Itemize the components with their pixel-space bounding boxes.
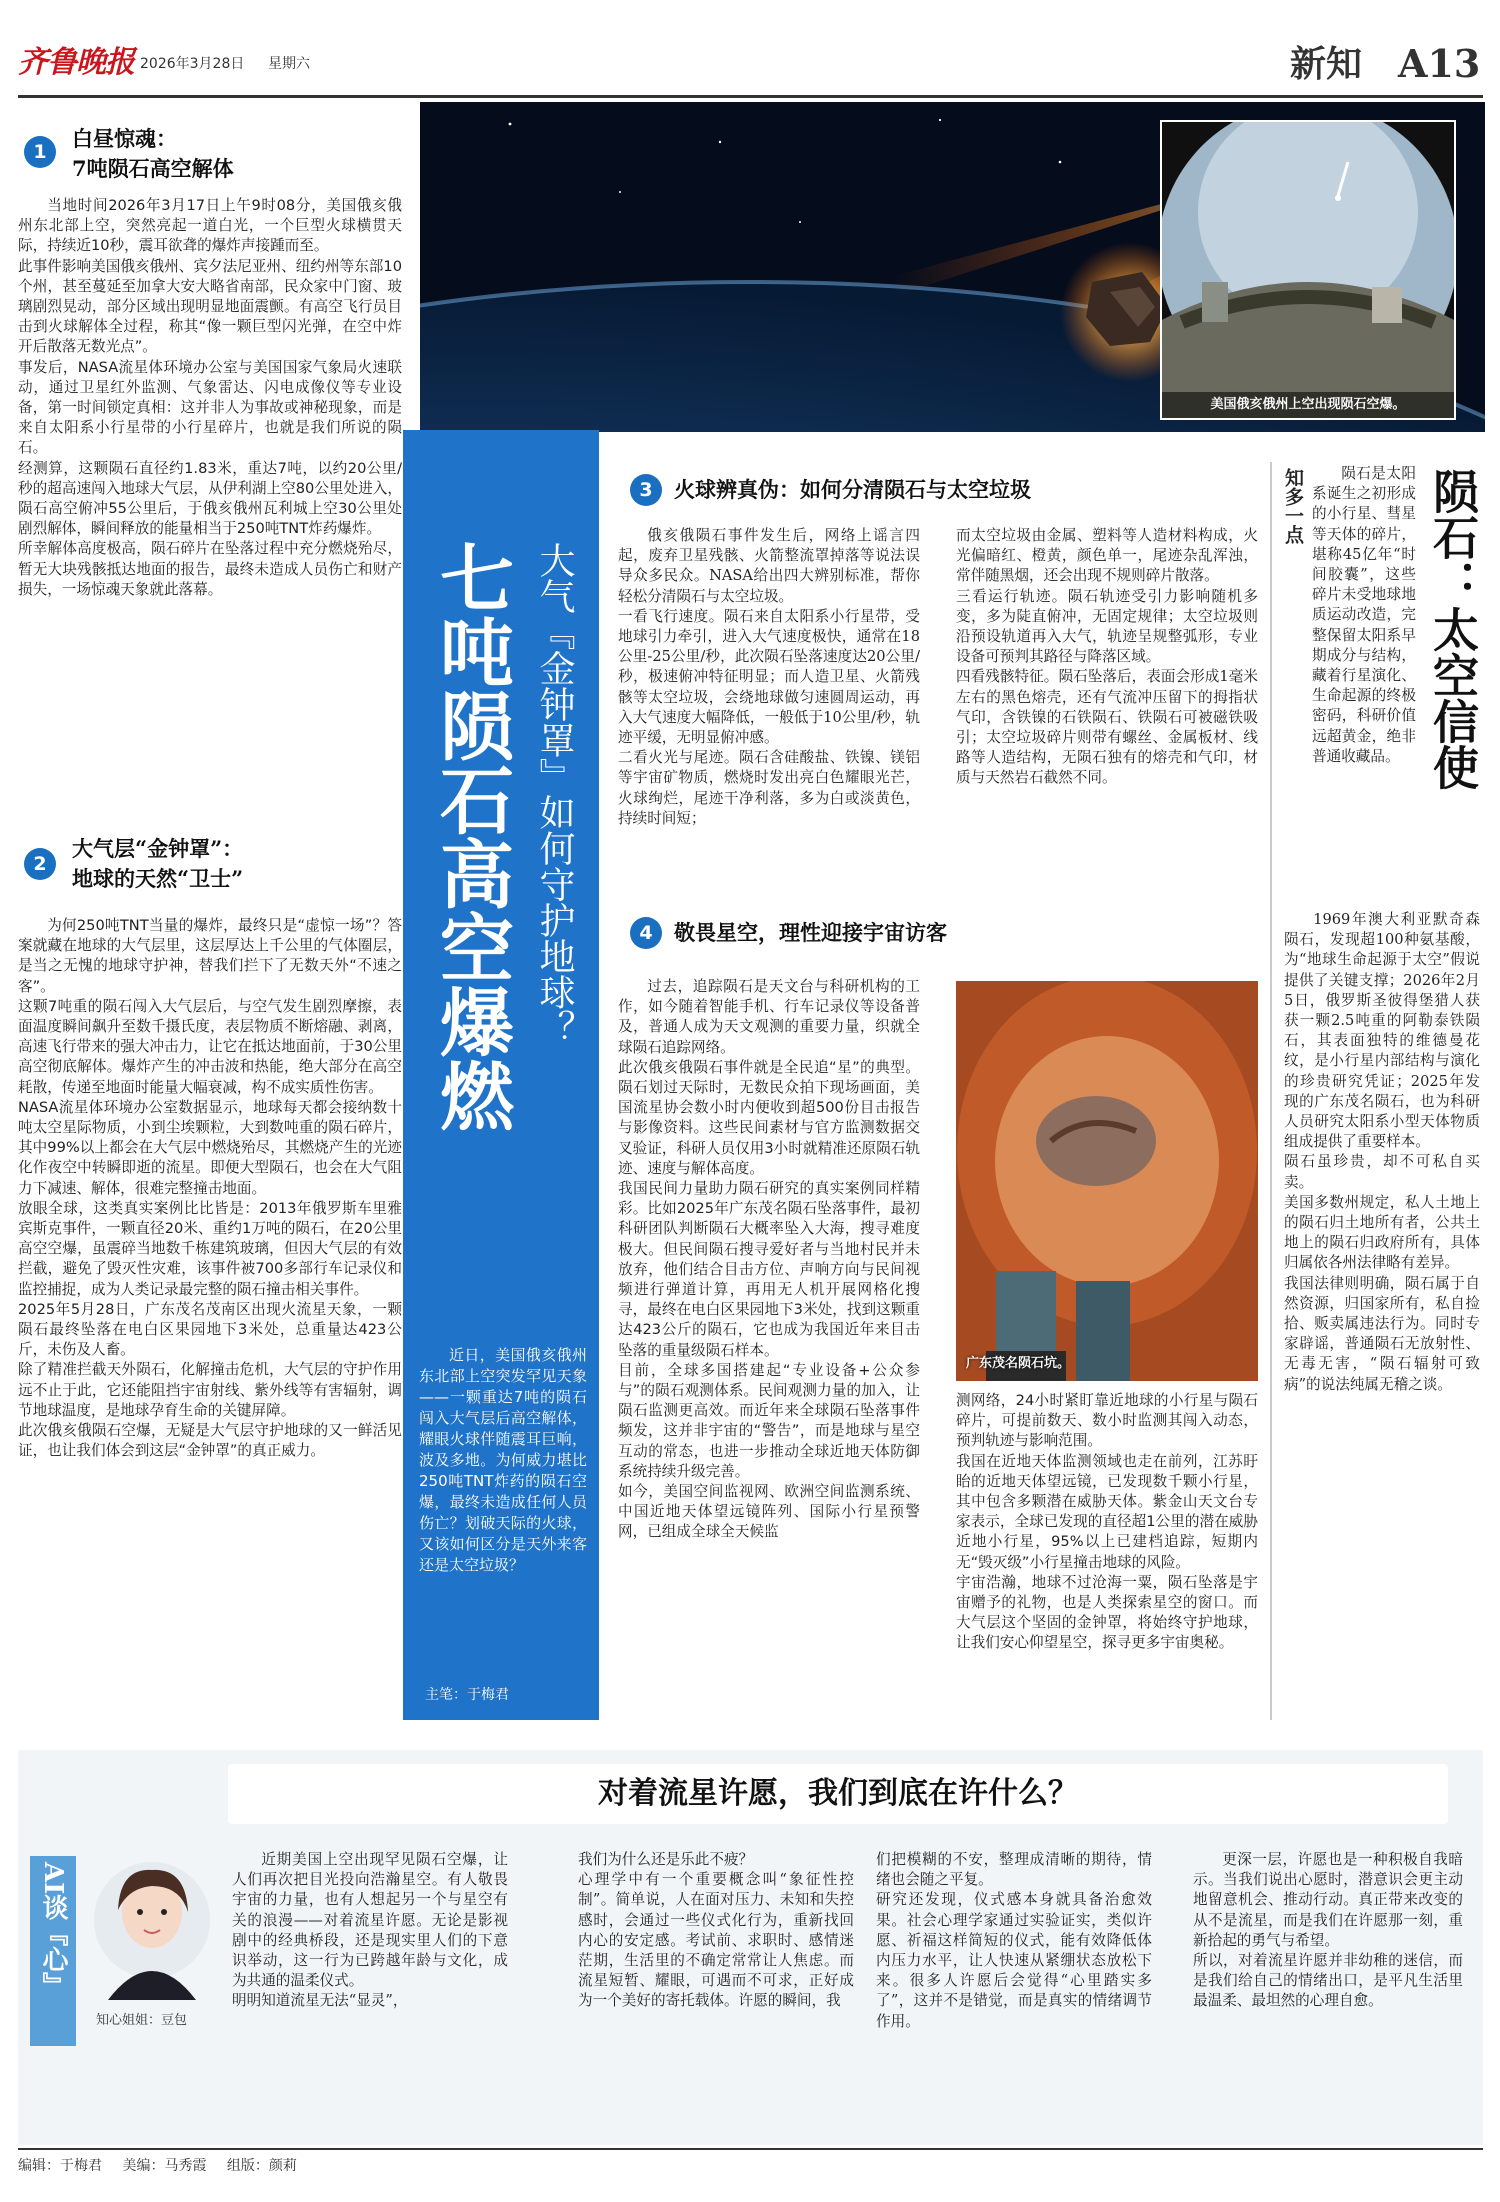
- newspaper-logo: 齐鲁晚报: [18, 45, 134, 80]
- section-4-col2: 测网络，24小时紧盯靠近地球的小行星与陨石碎片，可提前数天、数小时监测其闯入动态，预判轨迹与影响范围。 我国在近地天体监测领域也走在前列，江苏盱眙的近地天体望远镜，已发现数千颗小行星，其中包含多颗潜在威胁天体。紫金山天文台专家表示，全球已发现的直径超1公里的潜在威胁近地小行星，95%以上已建档追踪，短期内无“毁灭级”小行星撞击地球的风险。 宇宙浩瀚，地球不过沧海一粟，陨石坠落是宇宙赠予的礼物，也是人类探索星空的窗口。而大气层这个坚固的金钟罩，将始终守护地球，让我们安心仰望星空，探寻更多宇宙奥秘。: [956, 1392, 1258, 1652]
- section-3-col2: 而太空垃圾由金属、塑料等人造材料构成，火光偏暗红、橙黄，颜色单一，尾迹杂乱浑浊，常伴随黑烟，还会出现不规则碎片散落。 三看运行轨迹。陨石轨迹受引力影响随机多变，多为陡直俯冲，无固定规律；太空垃圾则沿预设轨道再入大气，轨迹呈规整弧形，专业设备可预判其路径与降落区域。 四看残骸特征。陨石坠落后，表面会形成1毫米左右的黑色熔壳，还有气流冲压留下的拇指状气印，含铁镍的石铁陨石、铁陨石可被磁铁吸引；太空垃圾碎片则带有螺丝、金属板材、线路等人造结构，无陨石独有的熔壳和气印，材质与天然岩石截然不同。: [956, 527, 1258, 787]
- crater-photo-caption: 广东茂名陨石坑。: [966, 1356, 1071, 1371]
- section-2-body: 为何250吨TNT当量的爆炸，最终只是“虚惊一场”？答案就藏在地球的大气层里，这层厚达上千公里的气体圈层，是当之无愧的地球守护神，替我们拦下了无数天外“不速之客”。 这颗7吨重的陨石闯入大气层后，与空气发生剧烈摩擦，表面温度瞬间飙升至数千摄氏度，表层物质不断熔融、剥离，高速飞行带来的强大冲击力，让它在抵达地面前，于30公里高空彻底解体。爆炸产生的冲击波和热能，绝大部分在高空耗散，传递至地面时能量大幅衰减，构不成实质性伤害。 NASA流星体环境办公室数据显示，地球每天都会接纳数十吨太空星际物质，小到尘埃颗粒，大到数吨重的陨石碎片，其中99%以上都会在大气层中燃烧殆尽，其燃烧产生的光迹化作夜空中转瞬即逝的流星。即便大型陨石，也会在大气阻力下减速、解体，很难完整撞击地面。 放眼全球，这类真实案例比比皆是：2013年俄罗斯车里雅宾斯克事件，一颗直径20米、重约1万吨的陨石，在20公里高空空爆，虽震碎当地数千栋建筑玻璃，但因大气层的有效拦截，避免了毁灭性灾难，该事件被700多部行车记录仪和监控捕捉，成为人类记录最完整的陨石撞击相关事件。 2025年5月28日，广东茂名茂南区出现火流星天象，一颗陨石最终坠落在电白区果园地下3米处，总重量达423公斤，未伤及人畜。 除了精准拦截天外陨石，化解撞击危机，大气层的守护作用远不止于此，它还能阻挡宇宙射线、紫外线等有害辐射，调节地球温度，是地球孕育生命的关键屏障。 此次俄亥俄陨石空爆，无疑是大气层守护地球的又一鲜活见证，也让我们体会到这层“金钟罩”的真正威力。: [18, 917, 402, 1460]
- section-1-title: 白昼惊魂： 7吨陨石高空解体: [72, 126, 234, 181]
- footer-designer: 美编：马秀霞: [122, 2158, 207, 2174]
- issue-date: 2026年3月28日: [140, 56, 245, 72]
- section-4-number: 4: [630, 917, 662, 949]
- section-1-body: 当地时间2026年3月17日上午9时08分，美国俄亥俄州东北部上空，突然亮起一道白光，一个巨型火球横贯天际，持续近10秒，震耳欲聋的爆炸声接踵而至。 此事件影响美国俄亥俄州、宾夕法尼亚州、纽约州等东部10个州，甚至蔓延至加拿大安大略省南部，民众家中门窗、玻璃剧烈晃动，部分区域出现明显地面震颤。有高空飞行员目击到火球解体全过程，称其“像一颗巨型闪光弹，在空中炸开后散落无数光点”。 事发后，NASA流星体环境办公室与美国国家气象局火速联动，通过卫星红外监测、气象雷达、闪电成像仪等专业设备，第一时间锁定真相：这并非人为事故或神秘现象，而是来自太阳系小行星带的小行星碎片，也就是我们所说的陨石。 经测算，这颗陨石直径约1.83米，重达7吨，以约20公里/秒的超高速闯入地球大气层，从伊利湖上空80公里处进入，陨石高空俯冲55公里后，于俄亥俄州瓦利城上空30公里处剧烈解体，瞬间释放的能量相当于250吨TNT炸药爆炸。 所幸解体高度极高，陨石碎片在坠落过程中充分燃烧殆尽，暂无大块残骸抵达地面的报告，最终未造成人员伤亡和财产损失，一场惊魂天象就此落幕。: [18, 197, 402, 598]
- footer-proof: 组版：颜莉: [226, 2158, 297, 2174]
- hero-author: 主笔：于梅君: [425, 1687, 509, 1703]
- ai-title: 对着流星许愿，我们到底在许什么？: [598, 1776, 1078, 1811]
- hero-inset-caption: 美国俄亥俄州上空出现陨石空爆。: [1162, 392, 1454, 418]
- ai-col2: 我们为什么还是乐此不疲？ 心理学中有一个重要概念叫“象征性控制”。简单说，人在面对压力、未知和失控感时，会通过一些仪式化行为，重新找回内心的安定感。考试前、求职时、感情迷茫期，生活里的不确定常常让人焦虑。而流星短暂、耀眼，可遇而不可求，正好成为一个美好的寄托载体。许愿的瞬间，我: [578, 1851, 854, 2010]
- ai-col3: 们把模糊的不安，整理成清晰的期待，情绪也会随之平复。 研究还发现，仪式感本身就具备治愈效果。社会心理学家通过实验证实，类似许愿、祈福这样简短的仪式，能有效降低体内压力水平，让人快速从紧绷状态放松下来。很多人许愿后会觉得“心里踏实多了”，这并不是错觉，而是真实的情绪调节作用。: [876, 1851, 1152, 2030]
- issue-weekday: 星期六: [268, 56, 310, 72]
- section-4-col1: 过去，追踪陨石是天文台与科研机构的工作，如今随着智能手机、行车记录仪等设备普及，普通人成为天文观测的重要力量，织就全球陨石追踪网络。 此次俄亥俄陨石事件就是全民追“星”的典型。陨石划过天际时，无数民众拍下现场画面，美国流星协会数小时内便收到超500份目击报告与影像资料。这些民间素材与官方监测数据交叉验证，科研人员仅用3小时就精准还原陨石轨迹、速度与解体高度。 我国民间力量助力陨石研究的真实案例同样精彩。比如2025年广东茂名陨石坠落事件，最初科研团队判断陨石大概率坠入大海，搜寻难度极大。但民间陨石搜寻爱好者与当地村民并未放弃，他们结合目击方位、声响方向与民间视频进行弹道计算，再用无人机开展网格化搜寻，最终在电白区果园地下3米处，找到这颗重达423公斤的陨石，它也成为我国近年来目击坠落的重量级陨石样本。 目前，全球多国搭建起“专业设备+公众参与”的陨石观测体系。民间观测力量的加入，让陨石监测更高效。而近年来全球陨石坠落事件频发，这并非宇宙的“警告”，而是地球与星空互动的常态，也进一步推动全球近地天体防御系统持续升级完善。 如今，美国空间监视网、欧洲空间监测系统、中国近地天体望远镜阵列、国际小行星预警网，已组成全球全天候监: [618, 978, 920, 1541]
- crater-photo: [956, 981, 1258, 1381]
- footer-editor: 编辑：于梅君: [18, 2158, 102, 2174]
- masthead-rule: [18, 95, 1483, 98]
- footer-rule: [18, 2148, 1483, 2150]
- sidebar-box: [1270, 462, 1482, 1720]
- hero-main-title: 七吨陨石高空爆燃: [428, 540, 514, 1132]
- ai-label: AI谈『心』: [38, 1862, 68, 1999]
- footer: [18, 2156, 1483, 2180]
- ai-section: [18, 1750, 1483, 2145]
- ai-author-name: 知心姐姐：豆包: [96, 2013, 188, 2028]
- page-number: A13: [1398, 41, 1481, 86]
- section-2-number: 2: [24, 848, 56, 880]
- section-4-title: 敬畏星空，理性迎接宇宙访客: [674, 920, 947, 945]
- hero-title-panel: [403, 430, 599, 1720]
- fisheye-sky-photo: [1162, 122, 1454, 418]
- ai-col4: 更深一层，许愿也是一种积极自我暗示。当我们说出心愿时，潜意识会更主动地留意机会、推动行动。真正带来改变的从不是流星，而是我们在许愿那一刻，重新拾起的勇气与希望。 所以，对着流星许愿并非幼稚的迷信，而是我们给自己的情绪出口，是平凡生活里最温柔、最坦然的心理自愈。: [1193, 1851, 1463, 2010]
- hero-inset-photo: [1160, 120, 1456, 420]
- sidebar-tag: 知多一点: [1282, 468, 1304, 544]
- hero-intro: 近日，美国俄亥俄州东北部上空突发罕见天象——一颗重达7吨的陨石闯入大气层后高空解体，耀眼火球伴随震耳巨响，波及多地。为何威力堪比250吨TNT炸药的陨石空爆，最终未造成任何人员伤亡？划破天际的火球，又该如何区分是天外来客还是太空垃圾？: [419, 1346, 587, 1574]
- hero-subtitle: 大气『金钟罩』如何守护地球？: [534, 542, 575, 1046]
- section-2-title: 大气层“金钟罩”： 地球的天然“卫士”: [72, 836, 244, 891]
- section-name: 新知: [1290, 43, 1363, 85]
- section-3-number: 3: [630, 474, 662, 506]
- avatar: [88, 1850, 216, 2000]
- section-1-number: 1: [24, 136, 56, 168]
- ai-col1: 近期美国上空出现罕见陨石空爆，让人们再次把目光投向浩瀚星空。有人敬畏宇宙的力量，也有人想起另一个与星空有关的浪漫——对着流星许愿。无论是影视剧中的经典桥段，还是现实里人们的下意识举动，这一行为已跨越年龄与文化，成为共通的温柔仪式。 明明知道流星无法“显灵”，: [232, 1851, 508, 2010]
- crater-graphic: [956, 981, 1258, 1381]
- sidebar-title: 陨石：太空信使: [1426, 468, 1480, 790]
- avatar-icon: [88, 1850, 216, 2000]
- section-3-title: 火球辨真伪：如何分清陨石与太空垃圾: [674, 477, 1031, 502]
- sidebar-para1: 陨石是太阳系诞生之初形成的小行星、彗星等天体的碎片，堪称45亿年“时间胶囊”，这些碎片未受地球地质运动改造，完整保留太阳系早期成分与结构，藏着行星演化、生命起源的终极密码，科研价值远超黄金，绝非普通收藏品。: [1312, 465, 1416, 765]
- section-3-col1: 俄亥俄陨石事件发生后，网络上谣言四起，废弃卫星残骸、火箭整流罩掉落等说法误导众多民众。NASA给出四大辨别标准，帮你轻松分清陨石与太空垃圾。 一看飞行速度。陨石来自太阳系小行星带，受地球引力牵引，进入大气速度极快，通常在18公里-25公里/秒，此次陨石坠落速度达20公里/秒，极速俯冲特征明显；而人造卫星、火箭残骸等太空垃圾，会绕地球做匀速圆周运动，再入大气速度大幅降低，一般低于10公里/秒，轨迹平缓，无明显俯冲感。 二看火光与尾迹。陨石含硅酸盐、铁镍、镁铝等宇宙矿物质，燃烧时发出亮白色耀眼光芒，火球绚烂，尾迹干净利落，多为白或淡黄色，持续时间短；: [618, 527, 920, 827]
- sidebar-rest: 1969年澳大利亚默奇森陨石，发现超100种氨基酸，为“地球生命起源于太空”假说提供了关键支撑；2026年2月5日，俄罗斯圣彼得堡猎人获获一颗2.5吨重的阿勒泰铁陨石，其表面独特的维德曼花纹，是小行星内部结构与演化的珍贵研究凭证；2025年发现的广东茂名陨石，也为科研人员研究太阳系小型天体物质组成提供了重要样本。 陨石虽珍贵，却不可私自买卖。 美国多数州规定，私人土地上的陨石归土地所有者，公共土地上的陨石归政府所有，具体归属依各州法律略有差异。 我国法律则明确，陨石属于自然资源，归国家所有，私自捡拾、贩卖属违法行为。同时专家辟谣，普通陨石无放射性、无毒无害，“陨石辐射可致病”的说法纯属无稽之谈。: [1284, 911, 1480, 1393]
